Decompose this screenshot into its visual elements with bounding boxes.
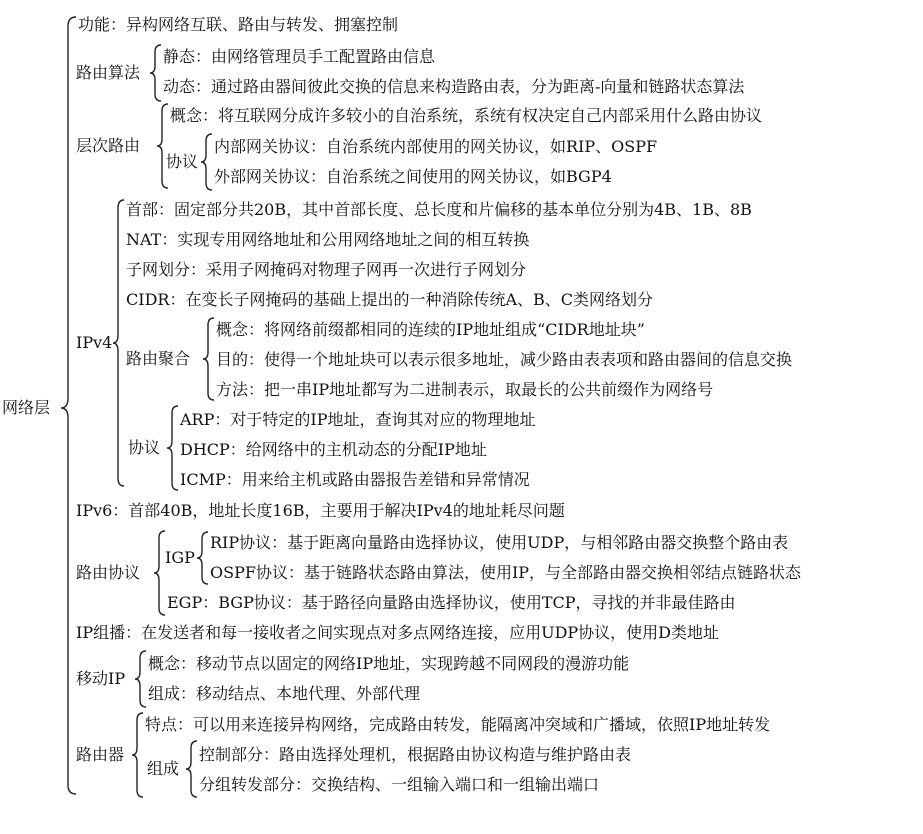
router-composition-label: 组成 — [147, 759, 180, 778]
root-label: 网络层 — [2, 398, 51, 417]
igp-ospf: OSPF协议：基于链路状态路由算法，使用IP，与全部路由器交换相邻结点链路状态 — [210, 563, 802, 582]
routing-algo-static: 静态：由网络管理员手工配置路由信息 — [163, 47, 436, 66]
routing-protocol-label: 路由协议 — [76, 563, 141, 582]
bracket-ipv4 — [113, 200, 124, 486]
multicast-line: IP组播：在发送者和每一接收者之间实现点对多点网络连接，应用UDP协议，使用D类地址 — [76, 623, 719, 642]
bracket-mobile — [135, 651, 146, 707]
bracket-ipv4-proto — [167, 406, 178, 490]
hier-concept: 概念：将互联网分成许多较小的自治系统，系统有权决定自己内部采用什么路由协议 — [170, 106, 763, 125]
bracket-routing-algo — [150, 45, 161, 101]
bracket-agg — [203, 318, 214, 400]
ipv4-cidr: CIDR：在变长子网掩码的基础上提出的一种消除传统A、B、C类网络划分 — [126, 290, 653, 309]
ipv4-proto-label: 协议 — [128, 438, 161, 457]
hier-inner-gateway: 内部网关协议：自治系统内部使用的网关协议，如RIP、OSPF — [214, 137, 658, 156]
ipv4-subnet: 子网划分：采用子网掩码对物理子网再一次进行子网划分 — [126, 260, 527, 279]
router-control-part: 控制部分：路由选择处理机，根据路由协议构造与维护路由表 — [199, 745, 632, 764]
egp-bgp: EGP：BGP协议：基于路径向量路由选择协议，使用TCP，寻找的并非最佳路由 — [167, 593, 736, 612]
router-feature: 特点：可以用来连接异构网络，完成路由转发，能隔离冲突域和广播域，依照IP地址转发 — [145, 715, 771, 734]
ipv4-header: 首部：固定部分共20B，其中首部长度、总长度和片偏移的基本单位分别为4B、1B、8B — [126, 200, 752, 219]
function-line: 功能：异构网络互联、路由与转发、拥塞控制 — [78, 15, 399, 34]
ipv6-line: IPv6：首部40B，地址长度16B，主要用于解决IPv4的地址耗尽问题 — [76, 501, 565, 520]
mobile-ip-parts: 组成：移动结点、本地代理、外部代理 — [148, 684, 421, 703]
bracket-igp — [197, 532, 208, 584]
ipv4-aggregation-concept: 概念：将网络前缀都相同的连续的IP地址组成“CIDR地址块” — [216, 320, 645, 339]
hier-proto-label: 协议 — [166, 152, 199, 171]
ipv4-nat: NAT：实现专用网络地址和公用网络地址之间的相互转换 — [126, 230, 530, 249]
ipv4-label: IPv4 — [76, 333, 113, 352]
igp-label: IGP — [165, 548, 195, 567]
routing-algo-label: 路由算法 — [76, 63, 141, 82]
hier-label: 层次路由 — [76, 136, 141, 155]
ipv4-aggregation-goal: 目的：使得一个地址块可以表示很多地址，减少路由表表项和路由器间的信息交换 — [216, 350, 793, 369]
router-label: 路由器 — [76, 745, 125, 764]
hier-outer-gateway: 外部网关协议：自治系统之间使用的网关协议，如BGP4 — [214, 167, 612, 186]
bracket-hier-proto — [201, 134, 212, 190]
mobile-ip-label: 移动IP — [76, 669, 126, 688]
ipv4-arp: ARP：对于特定的IP地址，查询其对应的物理地址 — [180, 410, 536, 429]
mobile-ip-concept: 概念：移动节点以固定的网络IP地址，实现跨越不同网段的漫游功能 — [148, 654, 630, 673]
routing-algo-dynamic: 动态：通过路由器间彼此交换的信息来构造路由表，分为距离-向量和链路状态算法 — [163, 77, 745, 96]
bracket-router — [132, 713, 143, 797]
ipv4-icmp: ICMP：用来给主机或路由器报告差错和异常情况 — [180, 470, 530, 489]
ipv4-aggregation-label: 路由聚合 — [126, 349, 191, 368]
bracket-router-comp — [186, 741, 197, 797]
router-forwarding-part: 分组转发部分：交换结构、一组输入端口和一组输出端口 — [199, 775, 600, 794]
igp-rip: RIP协议：基于距离向量路由选择协议，使用UDP，与相邻路由器交换整个路由表 — [210, 533, 789, 552]
bracket-hier — [157, 104, 168, 188]
bracket-root — [61, 17, 76, 794]
bracket-rproto — [154, 531, 165, 615]
ipv4-aggregation-method: 方法：把一串IP地址都写为二进制表示，取最长的公共前缀作为网络号 — [216, 380, 714, 399]
ipv4-dhcp: DHCP：给网络中的主机动态的分配IP地址 — [180, 440, 487, 459]
